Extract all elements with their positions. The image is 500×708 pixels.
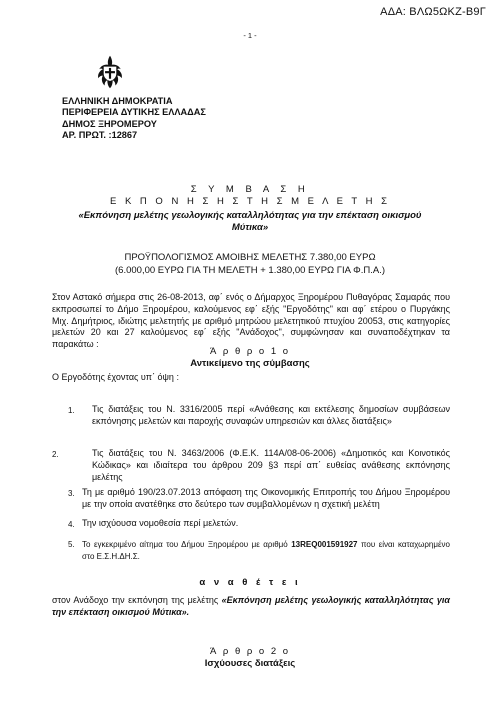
study-subject-line: «Εκπόνηση μελέτης γεωλογικής καταλληλότητας για την επέκταση οικισμού <box>78 210 422 221</box>
budget-line: ΠΡΟΫΠΟΛΟΓΙΣΜΟΣ ΑΜΟΙΒΗΣ ΜΕΛΕΤΗΣ 7.380,00 ΕΥΡΩ <box>124 252 376 263</box>
issuer-line: ΠΕΡΙΦΕΡΕΙΑ ΔΥΤΙΚΗΣ ΕΛΛΑΔΑΣ <box>62 107 206 118</box>
list-number: 2. <box>52 450 59 459</box>
closing-paragraph <box>52 595 450 619</box>
list-item <box>82 539 450 563</box>
contract-subtitle: Ε Κ Π Ο Ν Η Σ Η Σ Τ Η Σ Μ Ε Λ Ε Τ Η Σ <box>109 196 391 207</box>
ada-code: ΑΔΑ: ΒΛΩ5ΩΚΖ-Β9Γ <box>380 6 486 18</box>
budget-block <box>30 252 470 277</box>
intro-paragraph: Στον Αστακό σήμερα στις 26-08-2013, αφ΄ ενός ο Δήμαρχος Ξηρομέρου Πυθαγόρας Σαμαράς που εκπροσωπεί το Δήμο Ξηρομέρου, καλούμενος εφ΄ εξής "Εργοδότης" και αφ΄ ετέρου ο Πυργάκης Μιχ. Δημήτριος, ιδιώτης μελετητής με αριθμό μητρώου μελετητικού πτυχίου 20053, στις κατηγορίες μελετών 20 και 27 καλούμενος εφ΄ εξής "Ανάδοχος", συμφώνησαν και συναποδέχτηκαν τα παρακάτω : <box>52 292 450 350</box>
list-item: Τις διατάξεις του Ν. 3463/2006 (Φ.Ε.Κ. 114Α/08-06-2006) «Δημοτικός και Κοινοτικός Κώδικας» και ιδιαίτερα του άρθρου 209 §3 περί απ΄ ευθείας ανάθεσης εκπόνησης μελέτης <box>92 448 450 482</box>
request-number: 13REQ001591927 <box>291 540 358 549</box>
list-item: Τη με αριθμό 190/23.07.2013 απόφαση της Οικονομικής Επιτροπής του Δήμου Ξηρομέρου με την οποία ανατέθηκε στο δεύτερο των συμβαλλομένων η σχετική μελέτη <box>82 487 450 509</box>
page-number: - 1 - <box>243 31 257 40</box>
assigns-heading: α ν α θ έ τ ε ι <box>199 577 301 588</box>
article-1-heading: Ά ρ θ ρ ο 1 ο <box>209 346 291 357</box>
list-item: Τις διατάξεις του Ν. 3316/2005 περί «Ανάθεσης και εκτέλεσης δημοσίων συμβάσεων εκπόνησης μελετών και παροχής συναφών υπηρεσιών και άλλες διατάξεις» <box>92 404 450 426</box>
list-item-text: που είναι καταχωρημένο στο Ε.Σ.Η.ΔΗ.Σ. <box>82 540 451 561</box>
list-number: 3. <box>68 489 75 498</box>
list-number: 1. <box>68 406 75 415</box>
contract-title: Σ Υ Μ Β Α Σ Η <box>190 184 310 195</box>
list-number: 5. <box>68 540 75 549</box>
list-item-text: Το εγκεκριμένο αίτημα του Δήμου Ξηρομέρου με αριθμό <box>82 540 292 549</box>
lead-sentence: Ο Εργοδότης έχοντας υπ΄ όψη : <box>52 372 179 382</box>
greek-emblem-icon <box>92 54 128 90</box>
list-item: Την ισχύουσα νομοθεσία περί μελετών. <box>82 518 239 528</box>
issuer-block <box>62 96 206 142</box>
closing-study-title: «Εκπόνηση μελέτης γεωλογικής καταλληλότητας για την επέκταση οικισμού Μύτικα». <box>52 595 450 617</box>
article-2-subtitle: Ισχύουσες διατάξεις <box>204 658 296 669</box>
issuer-line: ΕΛΛΗΝΙΚΗ ΔΗΜΟΚΡΑΤΙΑ <box>62 96 173 106</box>
article-2-heading: Ά ρ θ ρ ο 2 ο <box>209 646 291 657</box>
issuer-line: ΔΗΜΟΣ ΞΗΡΟΜΕΡΟΥ <box>62 118 157 129</box>
protocol-number: ΑΡ. ΠΡΩΤ. :12867 <box>62 130 138 141</box>
list-number: 4. <box>68 520 75 529</box>
closing-text: στον Ανάδοχο την εκπόνηση της μελέτης <box>52 595 222 605</box>
study-subject <box>30 210 470 234</box>
study-subject-line: Μύτικα» <box>231 222 269 233</box>
budget-line: (6.000,00 ΕΥΡΩ ΓΙΑ ΤΗ ΜΕΛΕΤΗ + 1.380,00 ΕΥΡΩ ΓΙΑ Φ.Π.Α.) <box>115 264 385 276</box>
article-1-subtitle: Αντικείμενο της σύμβασης <box>190 358 310 369</box>
